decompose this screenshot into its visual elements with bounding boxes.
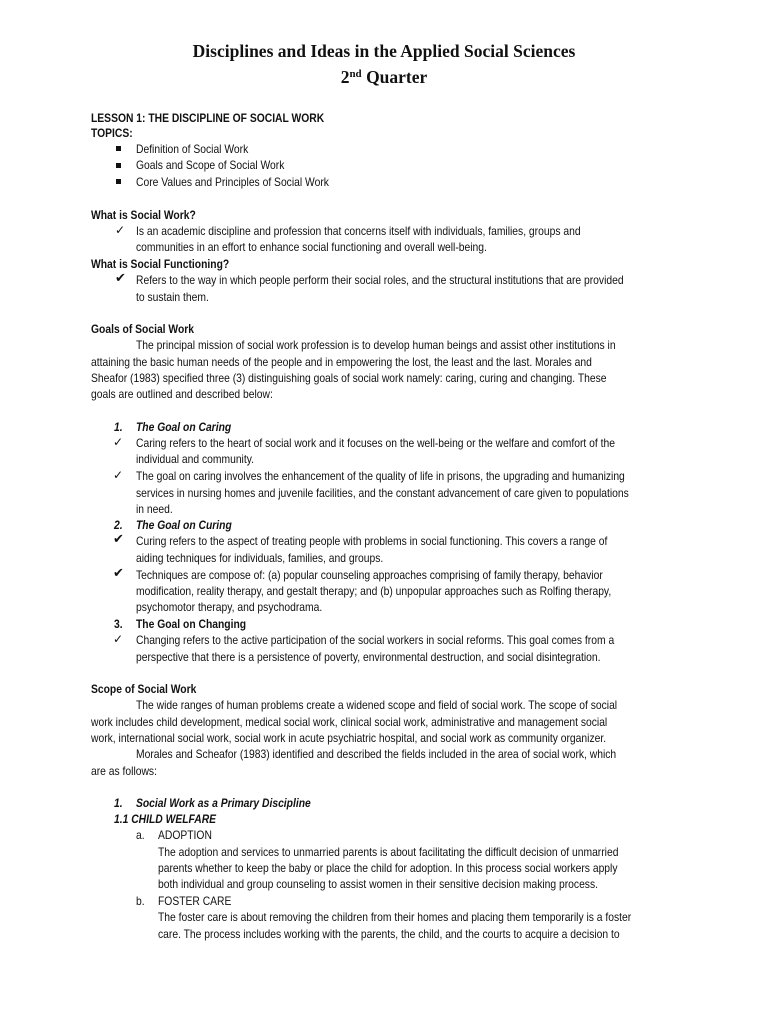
checkmark-icon: ✓ (113, 632, 124, 646)
bullet-square-icon (116, 179, 121, 184)
checkmark-icon: ✓ (113, 435, 124, 449)
child-welfare-heading: 1.1 CHILD WELFARE (114, 812, 217, 826)
functioning-line: to sustain them. (136, 290, 209, 304)
goal-changing-number: 3. (114, 617, 123, 631)
curing-bullet-line: psychomotor therapy, and psychodrama. (136, 600, 323, 614)
goals-para-line: The principal mission of social work profession is to develop human beings and assist other institutions in (136, 338, 616, 352)
goal-caring-number: 1. (114, 420, 123, 434)
curing-bullet-line: Techniques are compose of: (a) popular counseling approaches comprising of family therapy, behavior (136, 568, 603, 582)
what-is-heading: What is Social Work? (91, 208, 196, 222)
quarter-word: Quarter (366, 67, 428, 87)
topics-label: TOPICS: (91, 126, 133, 140)
caring-bullet-line: Caring refers to the heart of social work and it focuses on the well-being or the welfare and comfort of the (136, 436, 615, 450)
adoption-line: The adoption and services to unmarried parents is about facilitating the difficult decision of unmarried (158, 845, 619, 859)
goal-curing-title: The Goal on Curing (136, 518, 232, 532)
checkmark-icon: ✓ (115, 223, 126, 237)
checkmark-icon: ✔ (113, 566, 124, 581)
foster-title: FOSTER CARE (158, 894, 232, 908)
checkmark-icon: ✔ (115, 271, 126, 286)
foster-line: care. The process includes working with the parents, the child, and the courts to acquire a decision to (158, 927, 620, 941)
caring-bullet-line: individual and community. (136, 452, 254, 466)
primary-title: Social Work as a Primary Discipline (136, 796, 311, 810)
goal-changing-title: The Goal on Changing (136, 617, 247, 631)
lesson-heading: LESSON 1: THE DISCIPLINE OF SOCIAL WORK (91, 111, 325, 125)
curing-bullet-line: Curing refers to the aspect of treating people with problems in social functioning. This covers a range of (136, 534, 608, 548)
goals-para-line: attaining the basic human needs of the people and in empowering the lost, the least and the last. Morales and (91, 355, 592, 369)
foster-letter: b. (136, 894, 145, 908)
functioning-heading: What is Social Functioning? (91, 257, 230, 271)
adoption-letter: a. (136, 828, 145, 842)
checkmark-icon: ✓ (113, 468, 124, 482)
what-is-line: Is an academic discipline and profession that concerns itself with individuals, families, groups and (136, 224, 581, 238)
curing-bullet-line: modification, reality therapy, and gestalt therapy; and (b) unpopular approaches such as Rolfing therapy, (136, 584, 612, 598)
topic-item: Core Values and Principles of Social Work (136, 175, 329, 189)
scope-heading: Scope of Social Work (91, 682, 197, 696)
primary-number: 1. (114, 796, 123, 810)
goals-para-line: Sheafor (1983) specified three (3) distinguishing goals of social work namely: caring, curing and changing. These (91, 371, 607, 385)
scope-para-line: Morales and Scheafor (1983) identified and described the fields included in the area of social work, which (136, 747, 617, 761)
caring-bullet-line: The goal on caring involves the enhancement of the quality of life in prisons, the upgrading and humanizing (136, 469, 625, 483)
bullet-square-icon (116, 163, 121, 168)
scope-para-line: The wide ranges of human problems create a widened scope and field of social work. The scope of social (136, 698, 618, 712)
goals-para-line: goals are outlined and described below: (91, 387, 273, 401)
adoption-line: both individual and group counseling to assist women in their sensitive decision making process. (158, 877, 598, 891)
topic-item: Definition of Social Work (136, 142, 249, 156)
scope-para-line: work includes child development, medical social work, clinical social work, administrative and management social (91, 715, 608, 729)
caring-bullet-line: in need. (136, 502, 173, 516)
changing-bullet-line: perspective that there is a persistence of poverty, environmental destruction, and social disintegration. (136, 650, 601, 664)
curing-bullet-line: aiding techniques for individuals, families, and groups. (136, 551, 384, 565)
scope-para-line: are as follows: (91, 764, 157, 778)
caring-bullet-line: services in nursing homes and juvenile facilities, and the constant advancement of care given to populations (136, 486, 629, 500)
topic-item: Goals and Scope of Social Work (136, 158, 285, 172)
what-is-line: communities in an effort to enhance social functioning and overall well-being. (136, 240, 487, 254)
changing-bullet-line: Changing refers to the active participation of the social workers in social reforms. This goal comes from a (136, 633, 615, 647)
foster-line: The foster care is about removing the children from their homes and placing them temporarily is a foster (158, 910, 632, 924)
goals-heading: Goals of Social Work (91, 322, 195, 336)
quarter-superscript: nd (349, 68, 362, 80)
adoption-title: ADOPTION (158, 828, 212, 842)
adoption-line: parents whether to keep the baby or place the child for adoption. In this process social workers apply (158, 861, 618, 875)
bullet-square-icon (116, 146, 121, 151)
document-title: Disciplines and Ideas in the Applied Social Sciences (192, 41, 576, 61)
goal-curing-number: 2. (114, 518, 123, 532)
quarter-number: 2 (340, 67, 350, 87)
checkmark-icon: ✔ (113, 532, 124, 547)
scope-para-line: work, international social work, social work in acute psychiatric hospital, and social work as community organizer. (91, 731, 607, 745)
quarter-heading (0, 63, 768, 88)
functioning-line: Refers to the way in which people perform their social roles, and the structural institutions that are provided (136, 273, 624, 287)
goal-caring-title: The Goal on Caring (136, 420, 232, 434)
